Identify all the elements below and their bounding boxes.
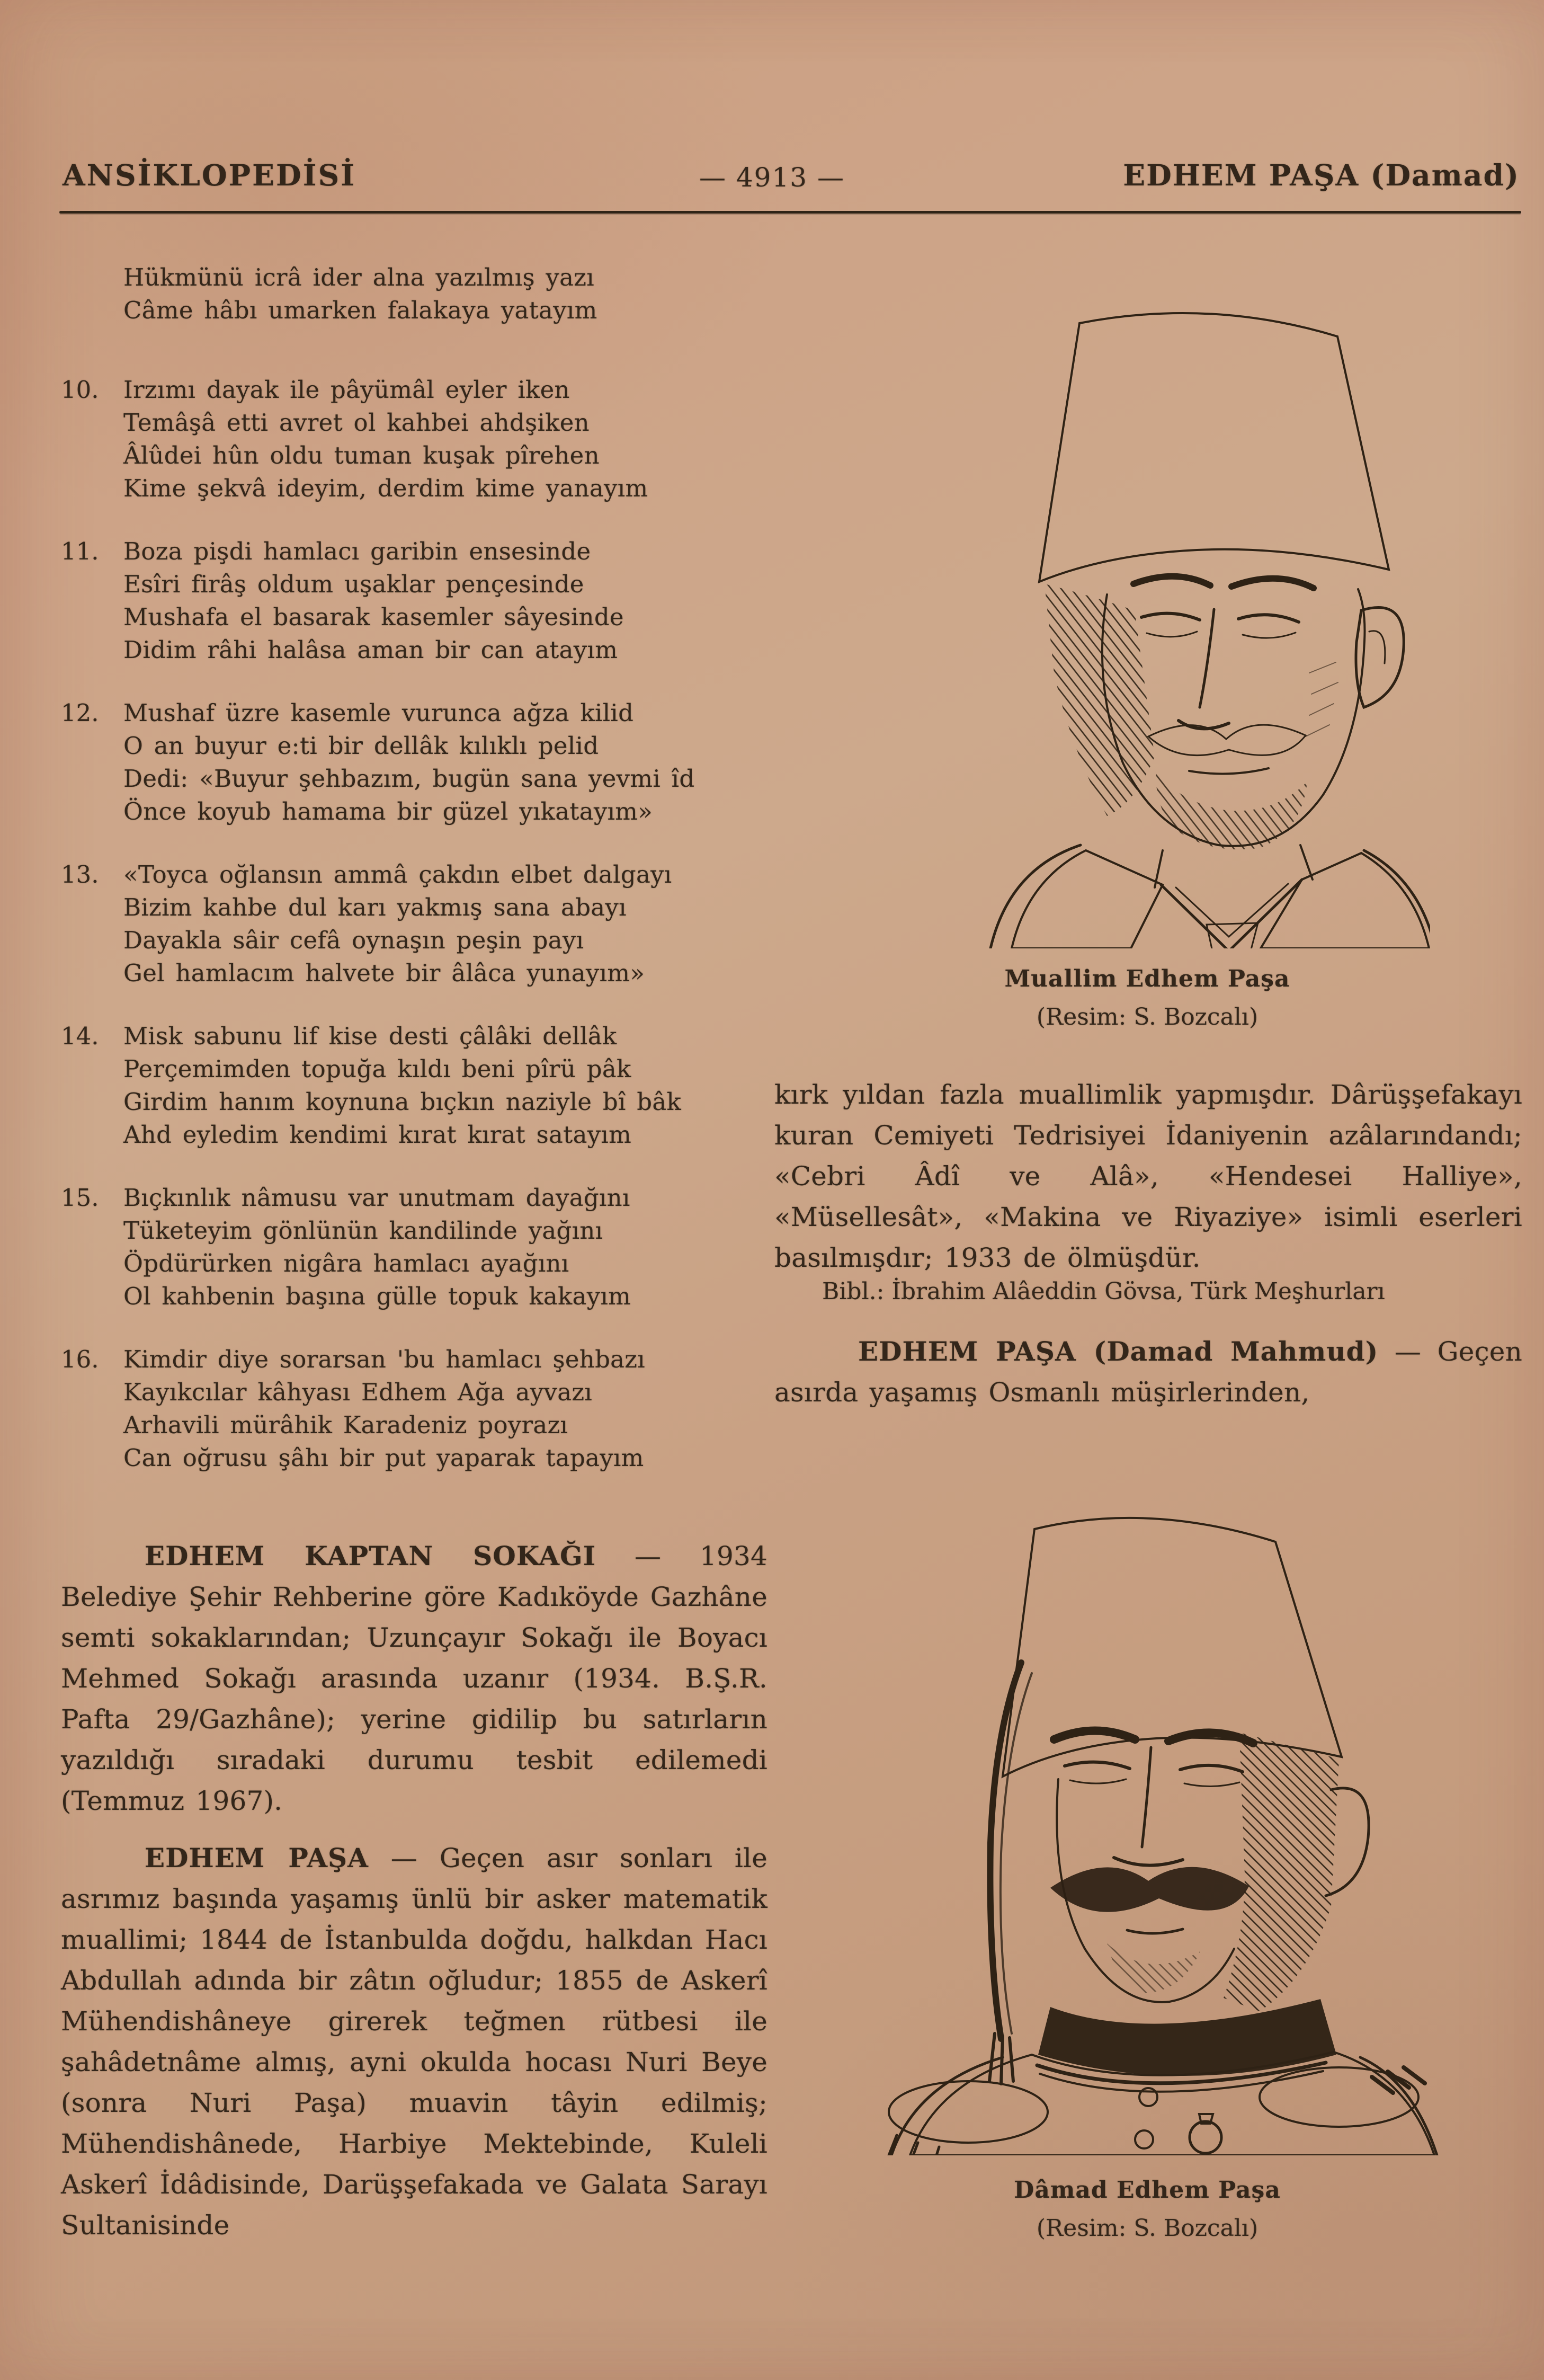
article-paragraph (774, 1331, 1522, 1413)
stanza-number: 14. (61, 1022, 99, 1050)
poem-line: Arhavili mürâhik Karadeniz poyrazı (123, 1411, 568, 1439)
poem-line: O an buyur e:ti bir dellâk kılıklı pelid (123, 732, 599, 760)
poem-line: Ahd eyledim kendimi kırat kırat satayım (123, 1121, 632, 1149)
poem-line: Boza pişdi hamlacı garibin ensesinde (123, 537, 591, 565)
poem-line: Câme hâbı umarken falakaya yatayım (123, 296, 597, 324)
poem-line: Âlûdei hûn oldu tuman kuşak pîrehen (123, 441, 600, 469)
poem-stanza (61, 1343, 768, 1475)
article-title: EDHEM PAŞA (145, 1842, 369, 1873)
poem-stanza (61, 535, 768, 667)
poem-line: Can oğrusu şâhı bir put yaparak tapayım (123, 1444, 644, 1472)
poem-line: Mushafa el basarak kasemler sâyesinde (123, 603, 624, 631)
poem-line: Esîri firâş oldum uşaklar pençesinde (123, 570, 584, 598)
poem-stanza (61, 858, 768, 990)
stanza-number: 11. (61, 537, 99, 565)
article-continuation (774, 1074, 1522, 1278)
poem-line: Hükmünü icrâ ider alna yazılmış yazı (123, 263, 594, 291)
poem-line: Bıçkınlık nâmusu var unutmam dayağını (123, 1184, 630, 1212)
poem-line: Ol kahbenin başına gülle topuk kakayım (123, 1282, 631, 1310)
caption-credit: (Resim: S. Bozcalı) (1036, 1003, 1259, 1031)
caption-credit: (Resim: S. Bozcalı) (1036, 2215, 1259, 2242)
poem-line: Misk sabunu lif kise desti çâlâki dellâk (123, 1022, 617, 1050)
poem-line: «Toyca oğlansın ammâ çakdın elbet dalgayı (123, 860, 672, 889)
poem-line: Kime şekvâ ideyim, derdim kime yanayım (123, 474, 648, 502)
poem-line: Dedi: «Buyur şehbazım, bugün sana yevmi îd (123, 765, 695, 793)
poem-line: Kimdir diye sorarsan 'bu hamlacı şehbazı (123, 1345, 645, 1373)
poem-intro (123, 261, 768, 327)
poem-line: Perçemimden topuğa kıldı beni pîrü pâk (123, 1055, 631, 1083)
poem-line: Dayakla sâir cefâ oynaşın peşin payı (123, 926, 584, 954)
article-edhem-kaptan-sokagi (61, 1535, 767, 1822)
poem-line: Mushaf üzre kasemle vurunca ağza kilid (123, 699, 634, 727)
poem-line: Temâşâ etti avret ol kahbei ahdşiken (123, 408, 590, 437)
damad-edhem-pasa-portrait (809, 1504, 1445, 2155)
stanza-number: 12. (61, 699, 99, 727)
portrait-sketch-icon (858, 270, 1430, 948)
poem-line: Gel hamlacım halvete bir âlâca yunayım» (123, 959, 645, 987)
poem-line: Tüketeyim gönlünün kandilinde yağını (123, 1216, 603, 1245)
article-title: EDHEM KAPTAN SOKAĞI (145, 1540, 596, 1571)
poem-line: Didim râhi halâsa aman bir can atayım (123, 636, 618, 664)
poem-stanza (61, 374, 768, 505)
poem-line: Kayıkcılar kâhyası Edhem Ağa ayvazı (123, 1378, 593, 1406)
poem-line: Öpdürürken nigâra hamlacı ayağını (123, 1249, 569, 1277)
article-body: kırk yıldan fazla muallimlik yapmışdır. Dârüşşefakayı kuran Cemiyeti Tedrisiyei İdaniyenin azâlarındandı; «Cebri Âdî ve Alâ», «Hendesei Halliye», «Müsellesât», «Makina ve Riyaziye» isimli eserleri basılmışdır; 1933 de ölmüşdür. (774, 1079, 1522, 1273)
article-body: — Geçen asır sonları ile asrımız başında yaşamış ünlü bir asker matematik muallimi; 1844 de İstanbulda doğdu, halkdan Hacı Abdullah adında bir zâtın oğludur; 1855 de Askerî Mühendishâneye girerek teğmen rütbesi ile şahâdetnâme almış, ayni okulda hocası Nuri Beye (sonra Nuri Paşa) muavin tâyin edilmiş; Mühendishânede, Harbiye Mektebinde, Kuleli Askerî İdâdisinde, Darüşşefakada ve Galata Sarayı Sultanisinde (61, 1843, 768, 2241)
poem-stanza (61, 1020, 768, 1151)
poem-line: Girdim hanım koynuna bıçkın naziyle bî bâk (123, 1088, 682, 1116)
poem-line: Irzımı dayak ile pâyümâl eyler iken (123, 376, 570, 404)
poem-line: Bizim kahbe dul karı yakmış sana abayı (123, 893, 627, 921)
figure-caption-muallim (773, 960, 1521, 1036)
poem-stanza (61, 1182, 768, 1313)
article-body: — 1934 Belediye Şehir Rehberine göre Kadıköyde Gazhâne semti sokaklarından; Uzunçayır Sokağı ile Boyacı Mehmed Sokağı arasında uzanır (1934. B.Ş.R. Pafta 29/Gazhâne); yerine gidilip bu satırların yazıldığı sıradaki durumu tesbit edilemedi (Temmuz 1967). (61, 1541, 767, 1816)
header-page-number: — 4913 — (699, 162, 845, 193)
article-paragraph (61, 1837, 767, 2246)
stanza-number: 16. (61, 1345, 99, 1373)
stanza-number: 10. (61, 376, 99, 404)
article-body: — Geçen asırda yaşamış Osmanlı müşirlerinden, (774, 1336, 1522, 1408)
article-edhem-pasa-damad (774, 1331, 1522, 1413)
header-rule (59, 211, 1521, 214)
stanza-number: 15. (61, 1184, 99, 1212)
portrait-sketch-icon (809, 1504, 1445, 2155)
muallim-edhem-pasa-portrait (858, 270, 1430, 948)
poem-stanza (61, 697, 768, 828)
bibliography-line: Bibl.: İbrahim Alâeddin Gövsa, Türk Meşhurları (822, 1278, 1385, 1305)
header-running-title: EDHEM PAŞA (Damad) (1123, 158, 1520, 192)
article-paragraph (61, 1535, 767, 1822)
header-work-title: ANSİKLOPEDİSİ (63, 158, 356, 192)
stanza-number: 13. (61, 860, 99, 889)
poem-line: Önce koyub hamama bir güzel yıkatayım» (123, 797, 653, 825)
poem-column (61, 261, 768, 1475)
caption-name: Dâmad Edhem Paşa (1014, 2177, 1281, 2204)
figure-caption-damad (773, 2171, 1521, 2248)
caption-name: Muallim Edhem Paşa (1004, 965, 1290, 992)
article-edhem-pasa-muallim (61, 1837, 767, 2246)
article-title: EDHEM PAŞA (Damad Mahmud) (858, 1336, 1379, 1367)
